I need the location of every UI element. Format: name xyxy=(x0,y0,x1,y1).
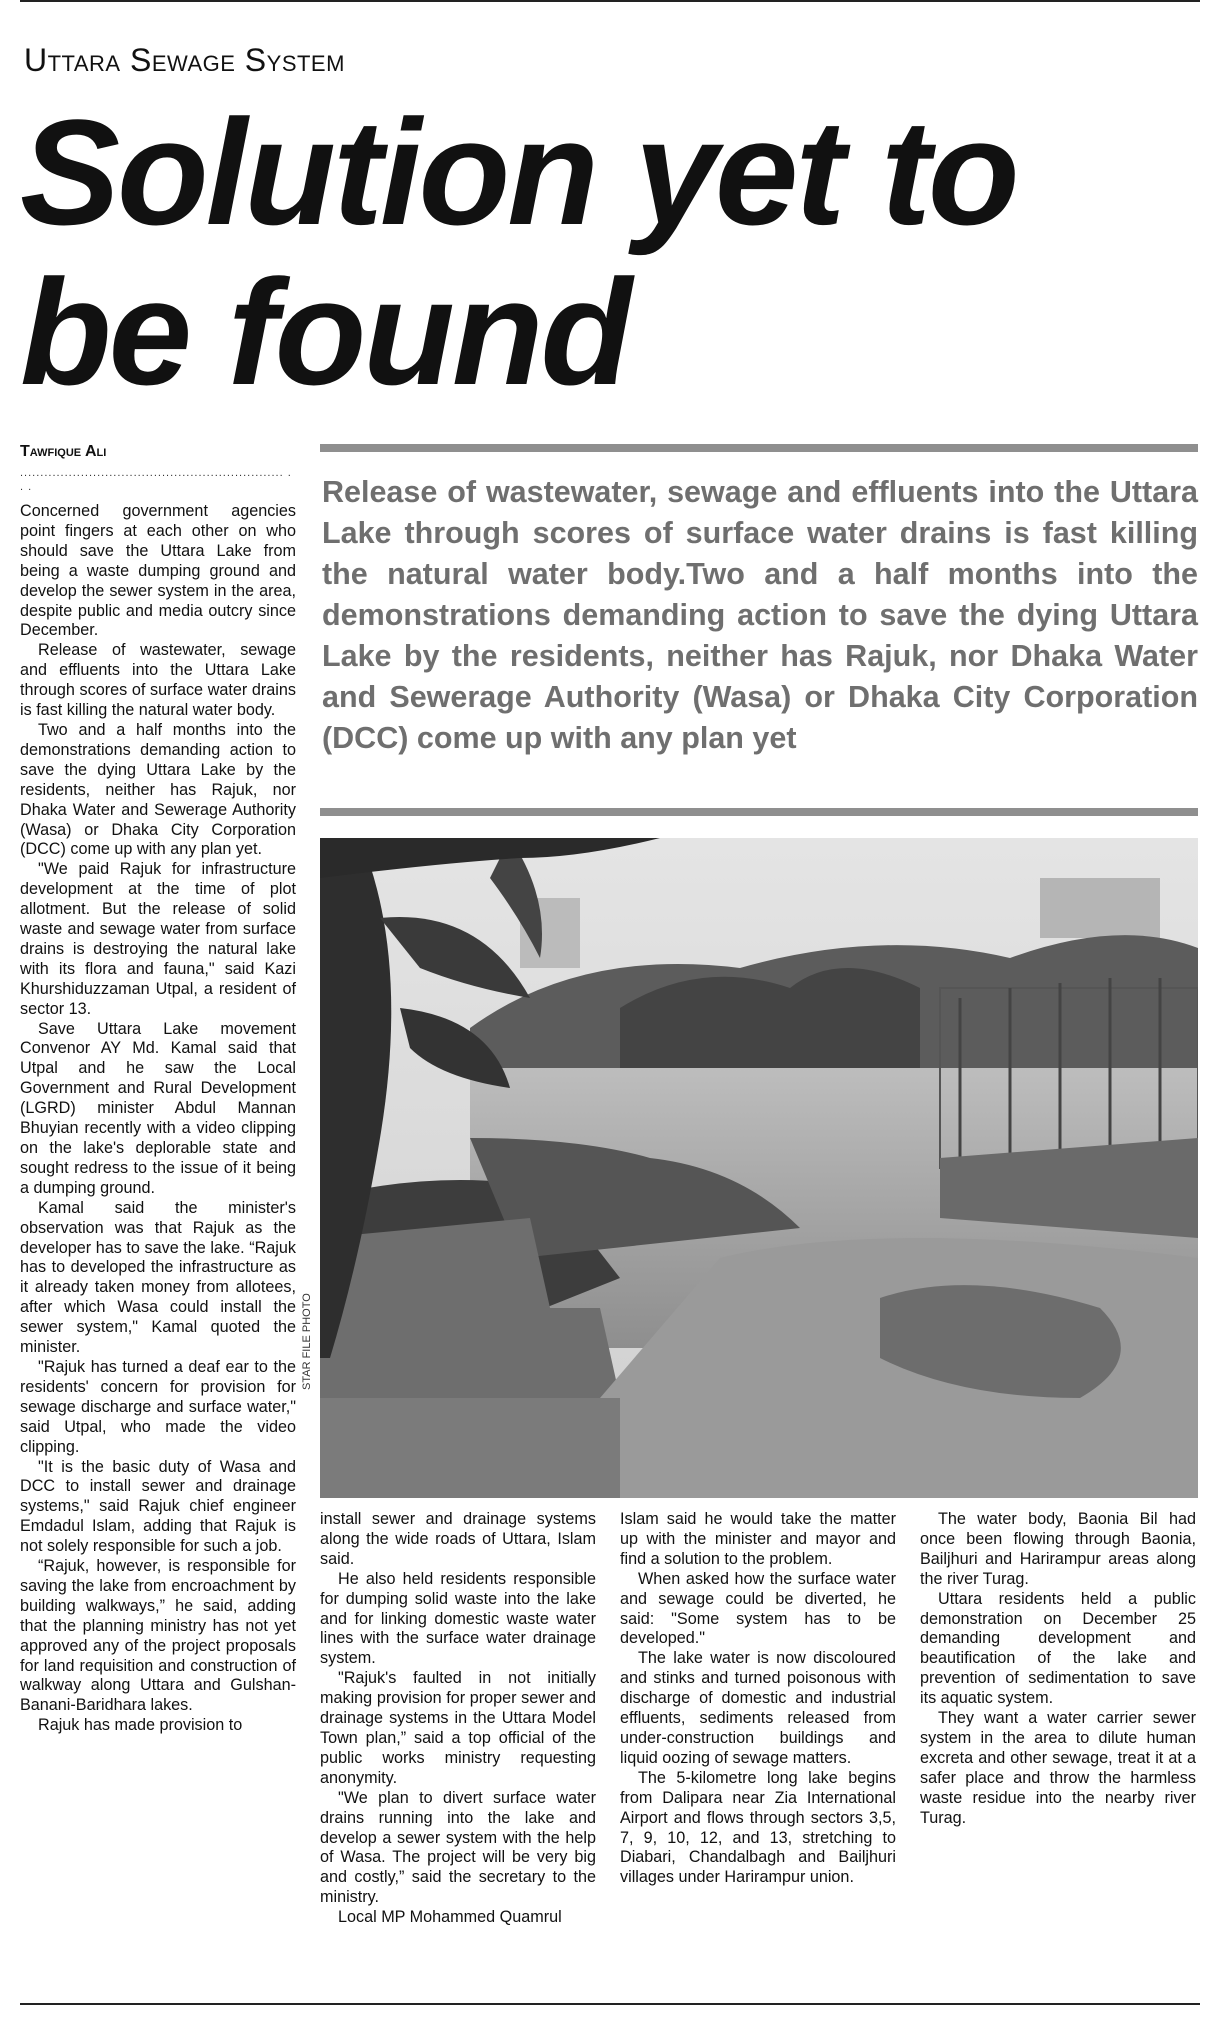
paragraph: The 5-kilometre long lake begins from Dalipara near Zia International Airport and flows through sectors 3,5, 7, 9, 10, 12, and 13, stretching to Diabari, Chandalbagh and Bailjhuri villages under Harirampur union. xyxy=(620,1768,896,1887)
photo-credit: STAR FILE PHOTO xyxy=(301,1293,313,1390)
paragraph: Kamal said the minister's observation was that Rajuk as the developer has to save the lake. “Rajuk has to developed the infrastructure as it already taken money from allotees, after which Wasa could install the sewer system," Kamal quoted the minister. xyxy=(20,1198,296,1357)
paragraph: "We plan to divert surface water drains running into the lake and develop a sewer system with the help of Wasa. The project will be very big and costly,” said the secretary to the ministry. xyxy=(320,1788,596,1907)
paragraph: “Rajuk, however, is responsible for saving the lake from encroachment by building walkways,” he said, adding that the planning ministry has not yet approved any of the project proposals for land requisition and construction of walkway along Uttara and Gulshan-Banani-Baridhara lakes. xyxy=(20,1557,296,1715)
column-2 xyxy=(320,1510,596,1928)
paragraph: Concerned government agencies point fingers at each other on who should save the Uttara Lake from being a waste dumping ground and develop the sewer system in the area, despite public and media outcry since December. xyxy=(20,502,296,640)
paragraph: Local MP Mohammed Quamrul xyxy=(338,1908,562,1927)
paragraph: install sewer and drainage systems along the wide roads of Uttara, Islam said. xyxy=(320,1510,596,1568)
byline-dotted-rule: ................................................................. . . . xyxy=(20,467,292,493)
paragraph: "Rajuk has turned a deaf ear to the residents' concern for provision for sewage discharge and surface water," said Utpal, who made the video clipping. xyxy=(20,1357,296,1456)
column-3 xyxy=(620,1510,896,1888)
paragraph: The lake water is now discoloured and stinks and turned poisonous with discharge of domestic and industrial effluents, sediments released from under-construction buildings and liquid oozing of sewage matters. xyxy=(620,1649,896,1767)
byline: Tawfique Ali xyxy=(20,443,107,460)
paragraph: Rajuk has made provision to xyxy=(38,1716,243,1735)
deck: Release of wastewater, sewage and effluents into the Uttara Lake through scores of surface water drains is fast killing the natural water body.Two and a half months into the demonstrations demanding action to save the dying Uttara Lake by the residents, neither has Rajuk, nor Dhaka Water and Sewerage Authority (Wasa) or Dhaka City Corporation (DCC) come up with any plan yet xyxy=(322,475,1198,755)
paragraph: Two and a half months into the demonstrations demanding action to save the dying Uttara Lake by the residents, neither has Rajuk, nor Dhaka Water and Sewerage Authority (Wasa) or Dhaka City Corporation (DCC) come up with any plan yet. xyxy=(20,720,296,859)
paragraph: They want a water carrier sewer system in the area to dilute human excreta and other sewage, treat it at a safer place and throw the harmless waste residue into the nearby river Turag. xyxy=(920,1709,1196,1827)
paragraph: Islam said he would take the matter up with the minister and mayor and find a solution to the problem. xyxy=(620,1510,896,1568)
paragraph: "We paid Rajuk for infrastructure development at the time of plot allotment. But the release of solid waste and sewage water from surface drains is destroying the natural lake with its flora and fauna," said Kazi Khurshiduzzaman Utpal, a resident of sector 13. xyxy=(20,860,296,1018)
paragraph: "Rajuk's faulted in not initially making provision for proper sewer and drainage systems in the Uttara Model Town plan,” said a top official of the public works ministry requesting anonymity. xyxy=(320,1669,596,1787)
paragraph: The water body, Baonia Bil had once been flowing through Baonia, Bailjhuri and Harirampur areas along the river Turag. xyxy=(920,1510,1196,1588)
paragraph: "It is the basic duty of Wasa and DCC to install sewer and drainage systems," said Rajuk chief engineer Emdadul Islam, adding that Rajuk is not solely responsible for such a job. xyxy=(20,1457,296,1556)
column-1 xyxy=(20,502,296,1736)
column-4 xyxy=(920,1510,1196,1829)
paragraph: Save Uttara Lake movement Convenor AY Md. Kamal said that Utpal and he saw the Local Government and Rural Development (LGRD) minister Abdul Mannan Bhuyian recently with a video clipping on the lake's deplorable state and sought redress to the issue of it being a dumping ground. xyxy=(20,1019,296,1197)
deck-rule-bottom xyxy=(320,808,1198,816)
paragraph: When asked how the surface water and sewage could be diverted, he said: "Some system has to be developed." xyxy=(620,1569,896,1648)
paragraph: Uttara residents held a public demonstration on December 25 demanding development and beautification of the lake and prevention of sedimentation to save its aquatic system. xyxy=(920,1589,1196,1708)
kicker: Uttara Sewage System xyxy=(24,42,345,78)
deck-rule-top xyxy=(320,444,1198,452)
paragraph: Release of wastewater, sewage and effluents into the Uttara Lake through scores of surface water drains is fast killing the natural water body. xyxy=(20,641,296,720)
top-rule xyxy=(20,0,1200,2)
bottom-rule xyxy=(20,2003,1200,2005)
paragraph: He also held residents responsible for dumping solid waste into the lake and for linking domestic waste water lines with the surface water drainage system. xyxy=(320,1569,596,1668)
headline: Solution yet to be found xyxy=(20,88,1017,416)
lake-photo xyxy=(320,838,1198,1498)
